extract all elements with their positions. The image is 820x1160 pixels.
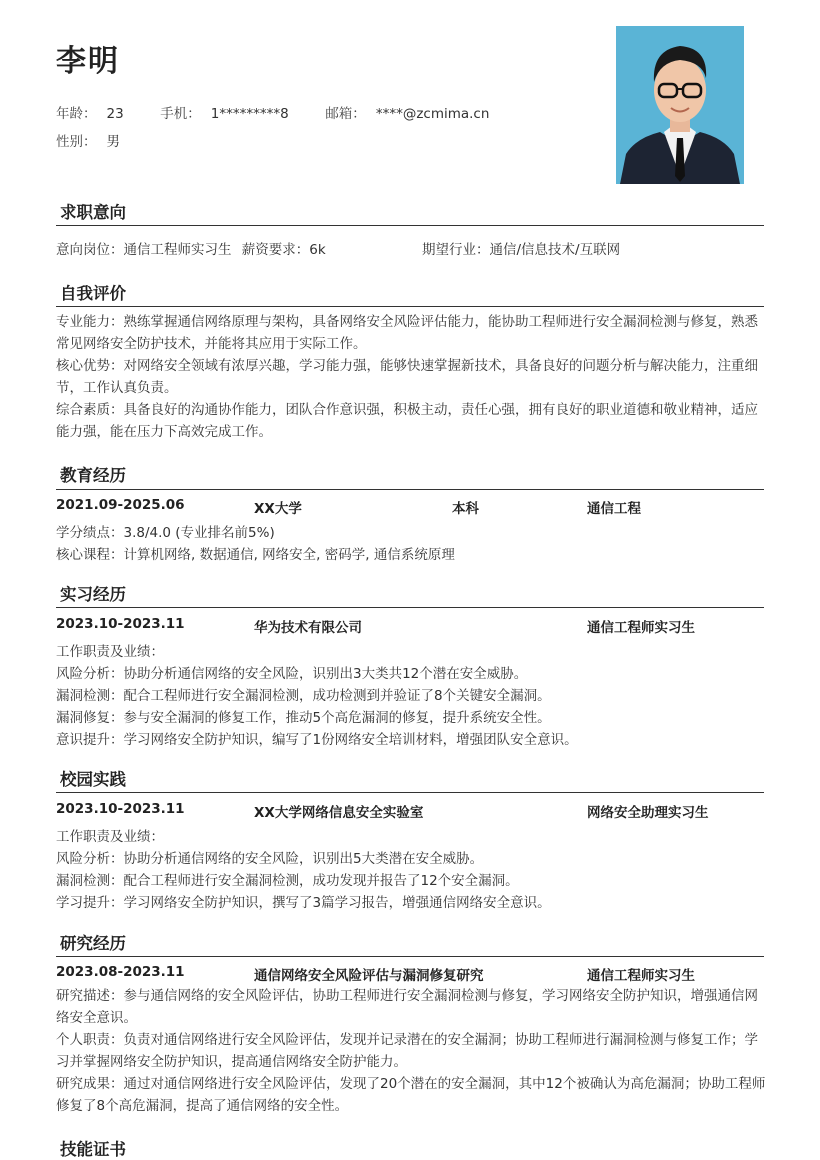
gender-row xyxy=(56,130,120,150)
gender-label: 性别： xyxy=(56,134,97,150)
campus-line: 工作职责及业绩： xyxy=(56,829,164,845)
salary-label: 薪资要求： xyxy=(241,242,310,258)
research-paragraph: 研究成果：通过对通信网络进行安全风险评估，发现了20个潜在的安全漏洞，其中12个被确认为高危漏洞；协助工程师修复了8个高危漏洞，提高了通信网络的安全性。 xyxy=(56,1076,766,1114)
internship-line: 风险分析：协助分析通信网络的安全风险，识别出3大类共12个潜在安全威胁。 xyxy=(56,666,528,682)
campus-line: 风险分析：协助分析通信网络的安全风险，识别出5大类潜在安全威胁。 xyxy=(56,851,484,867)
research-paragraph: 个人职责：负责对通信网络进行安全风险评估，发现并记录潜在的安全漏洞；协助工程师进行漏洞检测与修复工作；学习并掌握网络安全防护知识，提高通信网络安全防护能力。 xyxy=(56,1032,758,1070)
internship-line: 工作职责及业绩： xyxy=(56,644,164,660)
section-divider xyxy=(56,956,764,957)
candidate-name: 李明 xyxy=(56,44,120,79)
research-role: 通信工程师实习生 xyxy=(587,968,695,984)
position-value: 通信工程师实习生 xyxy=(123,242,232,258)
section-divider xyxy=(56,607,764,608)
education-major: 通信工程 xyxy=(587,501,641,517)
self-evaluation-text xyxy=(56,311,766,443)
section-title-campus: 校园实践 xyxy=(60,770,126,789)
age-value: 23 xyxy=(106,106,124,122)
self-eval-paragraph: 综合素质：具备良好的沟通协作能力，团队合作意识强，积极主动，责任心强，拥有良好的职业道德和敬业精神，适应能力强，能在压力下高效完成工作。 xyxy=(56,402,758,440)
internship-company: 华为技术有限公司 xyxy=(254,620,362,636)
self-eval-paragraph: 核心优势：对网络安全领域有浓厚兴趣，学习能力强，能够快速掌握新技术，具备良好的问题分析与解决能力，注重细节，工作认真负责。 xyxy=(56,358,758,396)
section-title-education: 教育经历 xyxy=(60,466,126,485)
internship-line: 漏洞检测：配合工程师进行安全漏洞检测，成功检测到并验证了8个关键安全漏洞。 xyxy=(56,688,551,704)
internship-date: 2023.10-2023.11 xyxy=(56,616,185,632)
internship-line: 意识提升：学习网络安全防护知识，编写了1份网络安全培训材料，增强团队安全意识。 xyxy=(56,732,578,748)
research-paragraph: 研究描述：参与通信网络的安全风险评估，协助工程师进行安全漏洞检测与修复，学习网络安全防护知识，增强通信网络安全意识。 xyxy=(56,988,758,1026)
industry-label: 期望行业： xyxy=(422,242,490,258)
section-divider xyxy=(56,792,764,793)
email-label: 邮箱： xyxy=(325,106,366,122)
salary-value: 6k xyxy=(309,242,326,258)
phone-value: 1*********8 xyxy=(210,106,289,122)
campus-line: 学习提升：学习网络安全防护知识，撰写了3篇学习报告，增强通信网络安全意识。 xyxy=(56,895,551,911)
research-date: 2023.08-2023.11 xyxy=(56,964,185,980)
education-courses: 核心课程：计算机网络, 数据通信, 网络安全, 密码学, 通信系统原理 xyxy=(56,547,455,563)
section-title-intent: 求职意向 xyxy=(60,203,126,222)
age-label: 年龄： xyxy=(56,106,97,122)
education-school: XX大学 xyxy=(254,501,302,517)
industry-value: 通信/信息技术/互联网 xyxy=(489,242,621,258)
research-text xyxy=(56,985,766,1117)
profile-photo xyxy=(616,26,744,184)
research-project: 通信网络安全风险评估与漏洞修复研究 xyxy=(254,968,484,984)
internship-line: 漏洞修复：参与安全漏洞的修复工作，推动5个高危漏洞的修复，提升系统安全性。 xyxy=(56,710,551,726)
section-title-internship: 实习经历 xyxy=(60,585,126,604)
section-divider xyxy=(56,306,764,307)
education-gpa: 学分绩点：3.8/4.0 (专业排名前5%) xyxy=(56,525,275,541)
self-eval-paragraph: 专业能力：熟练掌握通信网络原理与架构，具备网络安全风险评估能力，能协助工程师进行安全漏洞检测与修复，熟悉常见网络安全防护技术，并能将其应用于实际工作。 xyxy=(56,314,758,352)
section-title-self-evaluation: 自我评价 xyxy=(60,284,126,303)
gender-value: 男 xyxy=(106,134,120,150)
section-divider xyxy=(56,489,764,490)
campus-line: 漏洞检测：配合工程师进行安全漏洞检测，成功发现并报告了12个安全漏洞。 xyxy=(56,873,519,889)
phone-label: 手机： xyxy=(160,106,201,122)
section-title-research: 研究经历 xyxy=(60,934,126,953)
education-date: 2021.09-2025.06 xyxy=(56,497,185,513)
campus-role: 网络安全助理实习生 xyxy=(587,805,709,821)
industry-row xyxy=(422,238,762,258)
campus-org: XX大学网络信息安全实验室 xyxy=(254,805,424,821)
internship-role: 通信工程师实习生 xyxy=(587,620,695,636)
email-value: ****@zcmima.cn xyxy=(375,106,490,122)
position-label: 意向岗位： xyxy=(56,242,124,258)
section-title-skills: 技能证书 xyxy=(60,1140,126,1159)
education-degree: 本科 xyxy=(452,501,479,517)
contact-row xyxy=(56,102,489,122)
portrait-image xyxy=(616,26,744,184)
section-divider xyxy=(56,225,764,226)
campus-date: 2023.10-2023.11 xyxy=(56,801,185,817)
